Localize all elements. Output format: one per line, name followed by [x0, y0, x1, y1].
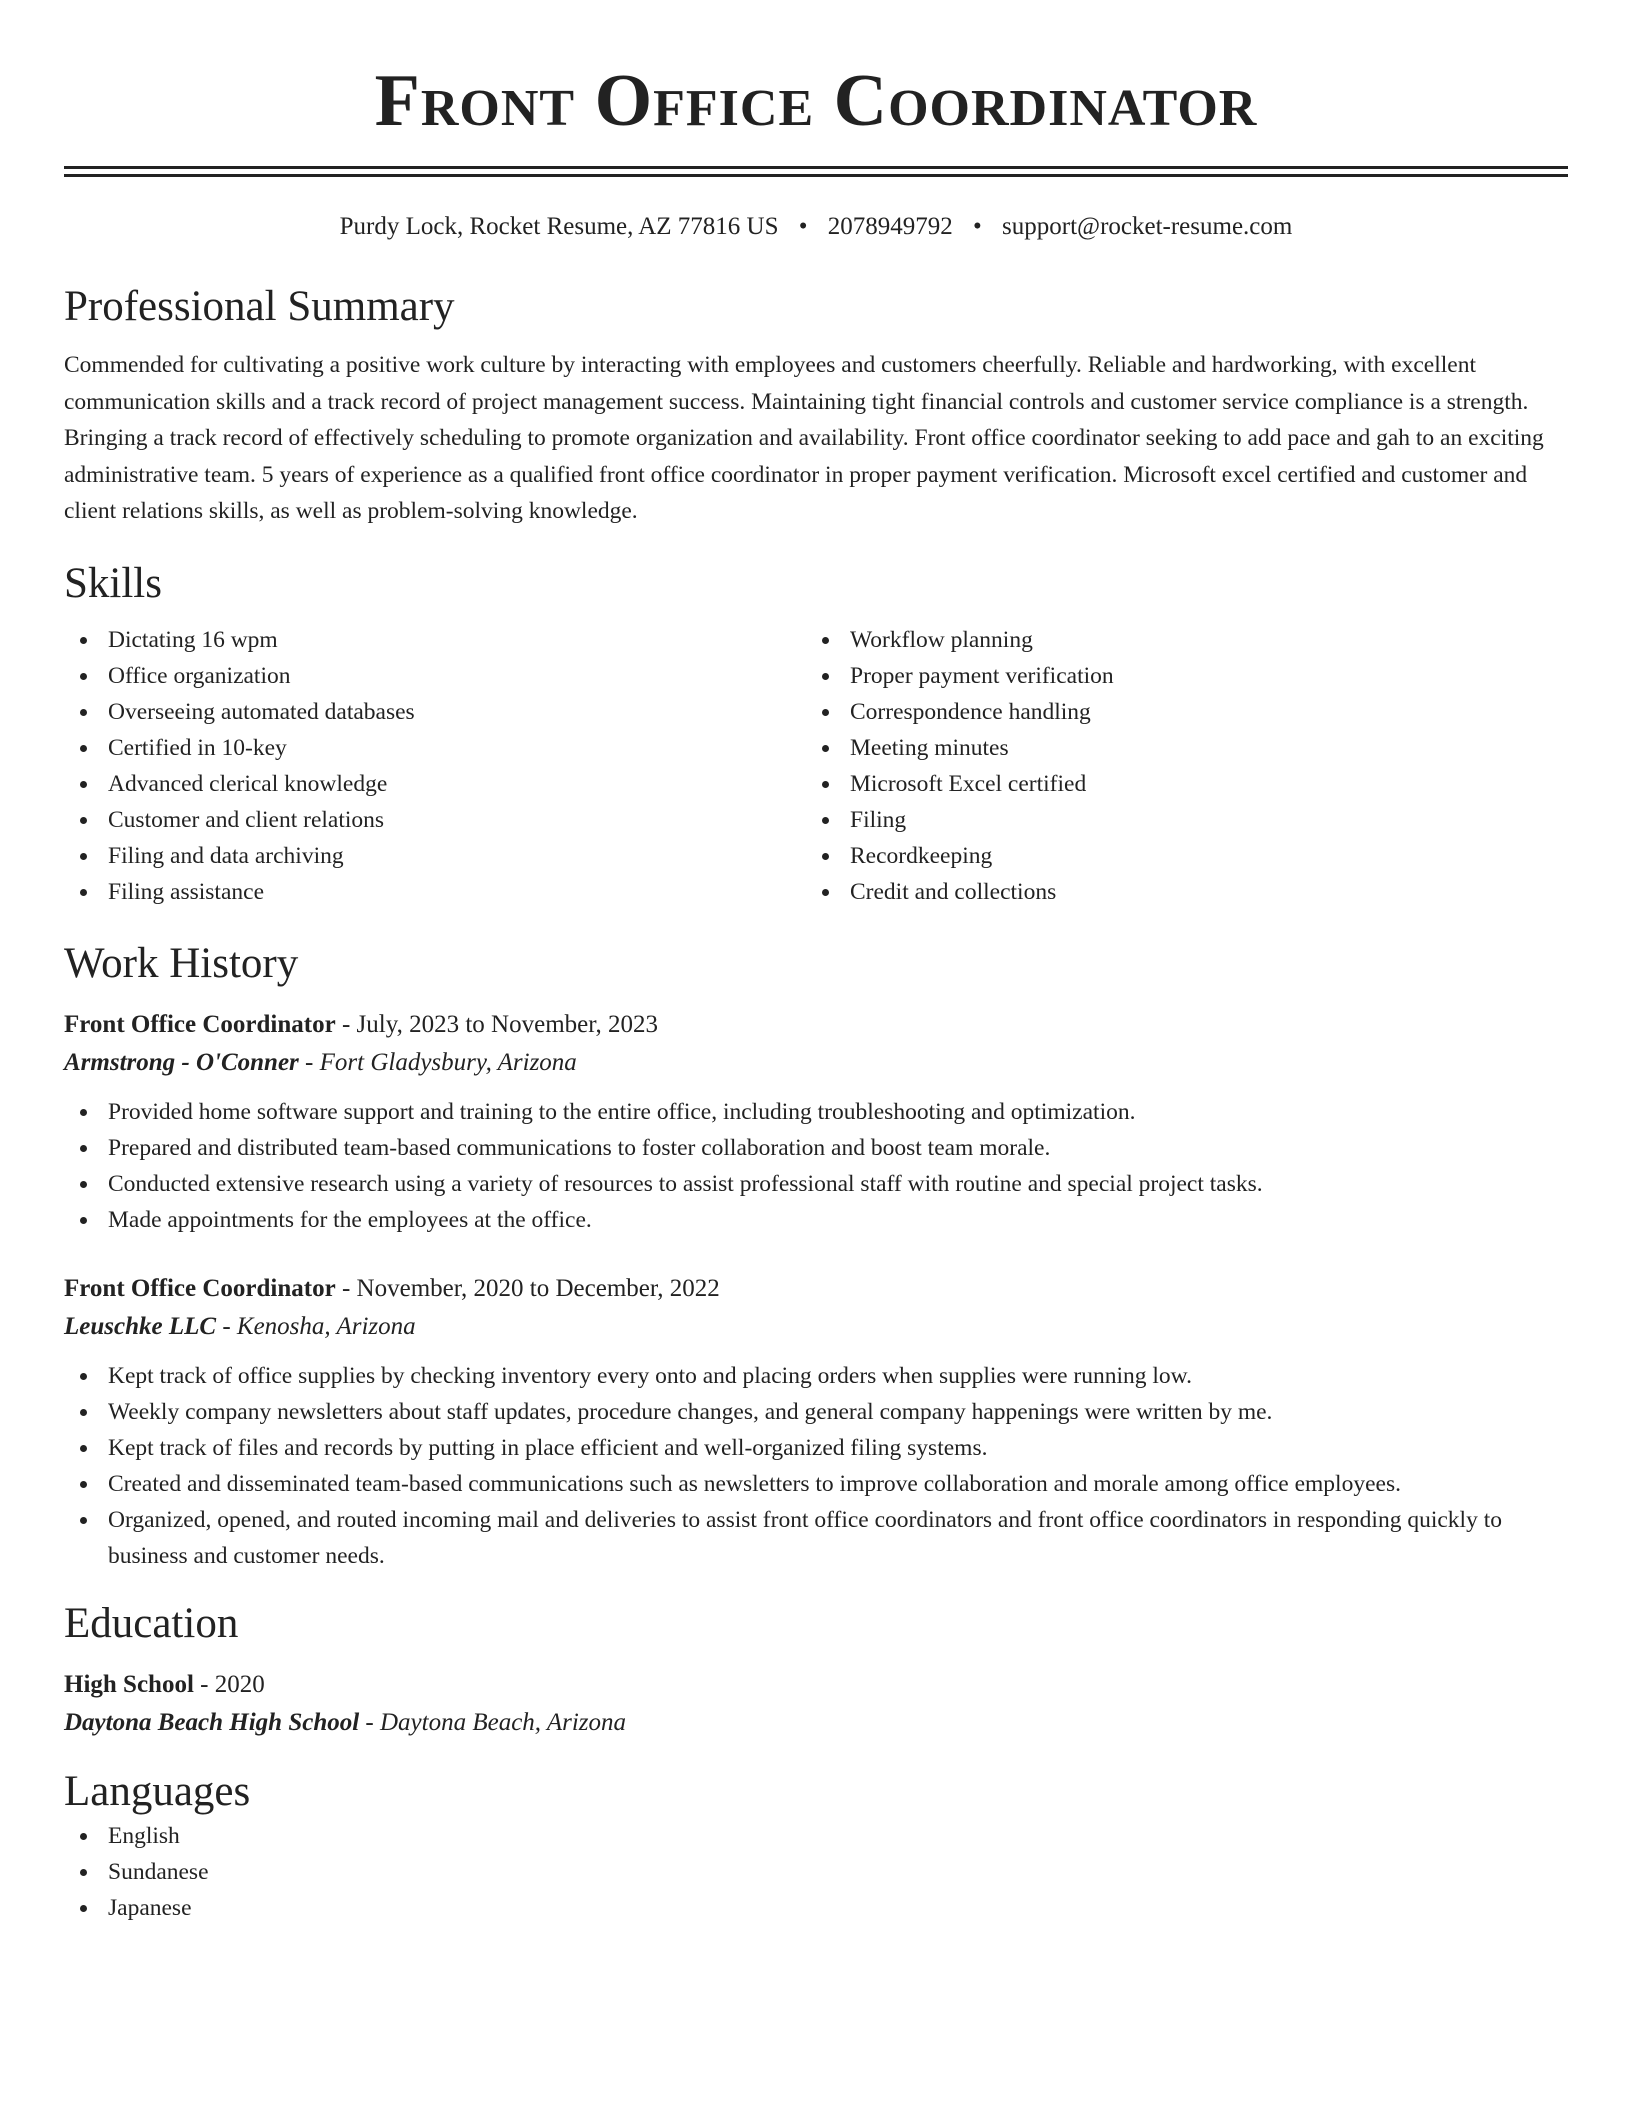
skill-item: Filing assistance	[64, 874, 806, 910]
job-employer-line	[64, 1308, 1568, 1346]
title-rule-bottom	[64, 174, 1568, 177]
work-history-section	[64, 938, 1568, 1574]
skill-item: Office organization	[64, 658, 806, 694]
job-duty: Organized, opened, and routed incoming mail and deliveries to assist front office coordinators and front office coordinators in responding quickly to business and customer needs.	[64, 1502, 1568, 1574]
job-entry	[64, 1270, 1568, 1574]
job-duty: Provided home software support and training to the entire office, including troubleshooting and optimization.	[64, 1094, 1568, 1130]
job-duty: Conducted extensive research using a variety of resources to assist professional staff with routine and special project tasks.	[64, 1166, 1568, 1202]
summary-text: Commended for cultivating a positive work culture by interacting with employees and customers cheerfully. Reliable and hardworking, with excellent communication skills and a track record of project management success. Maintaining tight financial controls and customer service compliance is a strength. Bringing a track record of effectively scheduling to promote organization and availability. Front office coordinator seeking to add pace and gah to an exciting administrative team. 5 years of experience as a qualified front office coordinator in proper payment verification. Microsoft excel certified and customer and client relations skills, as well as problem-solving knowledge.	[64, 352, 1544, 524]
education-section	[64, 1598, 1568, 1742]
job-dates: - July, 2023 to November, 2023	[335, 1010, 659, 1038]
contact-separator: •	[798, 213, 808, 240]
skill-item: Filing and data archiving	[64, 838, 806, 874]
skill-item: Proper payment verification	[806, 658, 1548, 694]
languages-list	[64, 1818, 1568, 1926]
skills-section	[64, 558, 1568, 910]
job-header	[64, 1006, 1568, 1044]
skills-grid	[64, 622, 1568, 910]
job-duty: Made appointments for the employees at the office.	[64, 1202, 1568, 1238]
skill-item: Workflow planning	[806, 622, 1548, 658]
languages-heading: Languages	[64, 1767, 251, 1815]
skill-item: Correspondence handling	[806, 694, 1548, 730]
job-duties-list	[64, 1358, 1568, 1574]
skill-item: Certified in 10-key	[64, 730, 806, 766]
job-employer-line	[64, 1044, 1568, 1082]
skills-heading: Skills	[64, 559, 162, 607]
summary-heading: Professional Summary	[64, 283, 455, 330]
job-duty: Kept track of office supplies by checking inventory every onto and placing orders when supplies were running low.	[64, 1358, 1568, 1394]
education-year: - 2020	[193, 1670, 265, 1698]
resume-title: Front Office Coordinator	[374, 60, 1258, 142]
languages-section	[64, 1766, 1568, 1926]
job-duty: Created and disseminated team-based communications such as newsletters to improve collaboration and morale among office employees.	[64, 1466, 1568, 1502]
skill-item: Dictating 16 wpm	[64, 622, 806, 658]
skills-list-right	[806, 622, 1548, 910]
job-location: - Fort Gladysbury, Arizona	[298, 1048, 577, 1076]
language-item: Sundanese	[64, 1854, 1568, 1890]
education-degree: High School	[64, 1670, 194, 1698]
contact-separator: •	[973, 213, 982, 240]
skill-item: Advanced clerical knowledge	[64, 766, 806, 802]
job-title: Front Office Coordinator	[64, 1010, 336, 1038]
skill-item: Overseeing automated databases	[64, 694, 806, 730]
education-location: - Daytona Beach, Arizona	[359, 1708, 627, 1736]
title-rule-top	[64, 166, 1568, 169]
job-header	[64, 1270, 1568, 1308]
job-location: - Kenosha, Arizona	[216, 1312, 416, 1340]
language-item: English	[64, 1818, 1568, 1854]
skill-item: Recordkeeping	[806, 838, 1548, 874]
language-item: Japanese	[64, 1890, 1568, 1926]
job-company: Leuschke LLC	[64, 1312, 217, 1340]
work-history-heading: Work History	[64, 939, 299, 987]
contact-email: support@rocket-resume.com	[1002, 213, 1293, 240]
job-entry	[64, 1006, 1568, 1238]
job-dates: - November, 2020 to December, 2022	[335, 1274, 720, 1302]
contact-address: Purdy Lock, Rocket Resume, AZ 77816 US	[339, 213, 779, 240]
education-heading: Education	[64, 1599, 239, 1647]
contact-phone: 2078949792	[827, 213, 953, 240]
skills-column-right	[806, 622, 1548, 910]
contact-line	[64, 211, 1568, 243]
summary-section	[64, 281, 1568, 530]
job-title: Front Office Coordinator	[64, 1274, 336, 1302]
job-duty: Prepared and distributed team-based communications to foster collaboration and boost team morale.	[64, 1130, 1568, 1166]
job-duty: Kept track of files and records by putting in place efficient and well-organized filing systems.	[64, 1430, 1568, 1466]
skills-column-left	[64, 622, 806, 910]
education-school-line	[64, 1704, 1568, 1742]
education-entry	[64, 1666, 1568, 1742]
job-company: Armstrong - O'Conner	[64, 1048, 299, 1076]
skill-item: Filing	[806, 802, 1548, 838]
skills-list-left	[64, 622, 806, 910]
education-school: Daytona Beach High School	[64, 1708, 360, 1736]
job-duties-list	[64, 1094, 1568, 1238]
skill-item: Meeting minutes	[806, 730, 1548, 766]
skill-item: Microsoft Excel certified	[806, 766, 1548, 802]
education-header	[64, 1666, 1568, 1704]
skill-item: Credit and collections	[806, 874, 1548, 910]
job-duty: Weekly company newsletters about staff updates, procedure changes, and general company happenings were written by me.	[64, 1394, 1568, 1430]
skill-item: Customer and client relations	[64, 802, 806, 838]
